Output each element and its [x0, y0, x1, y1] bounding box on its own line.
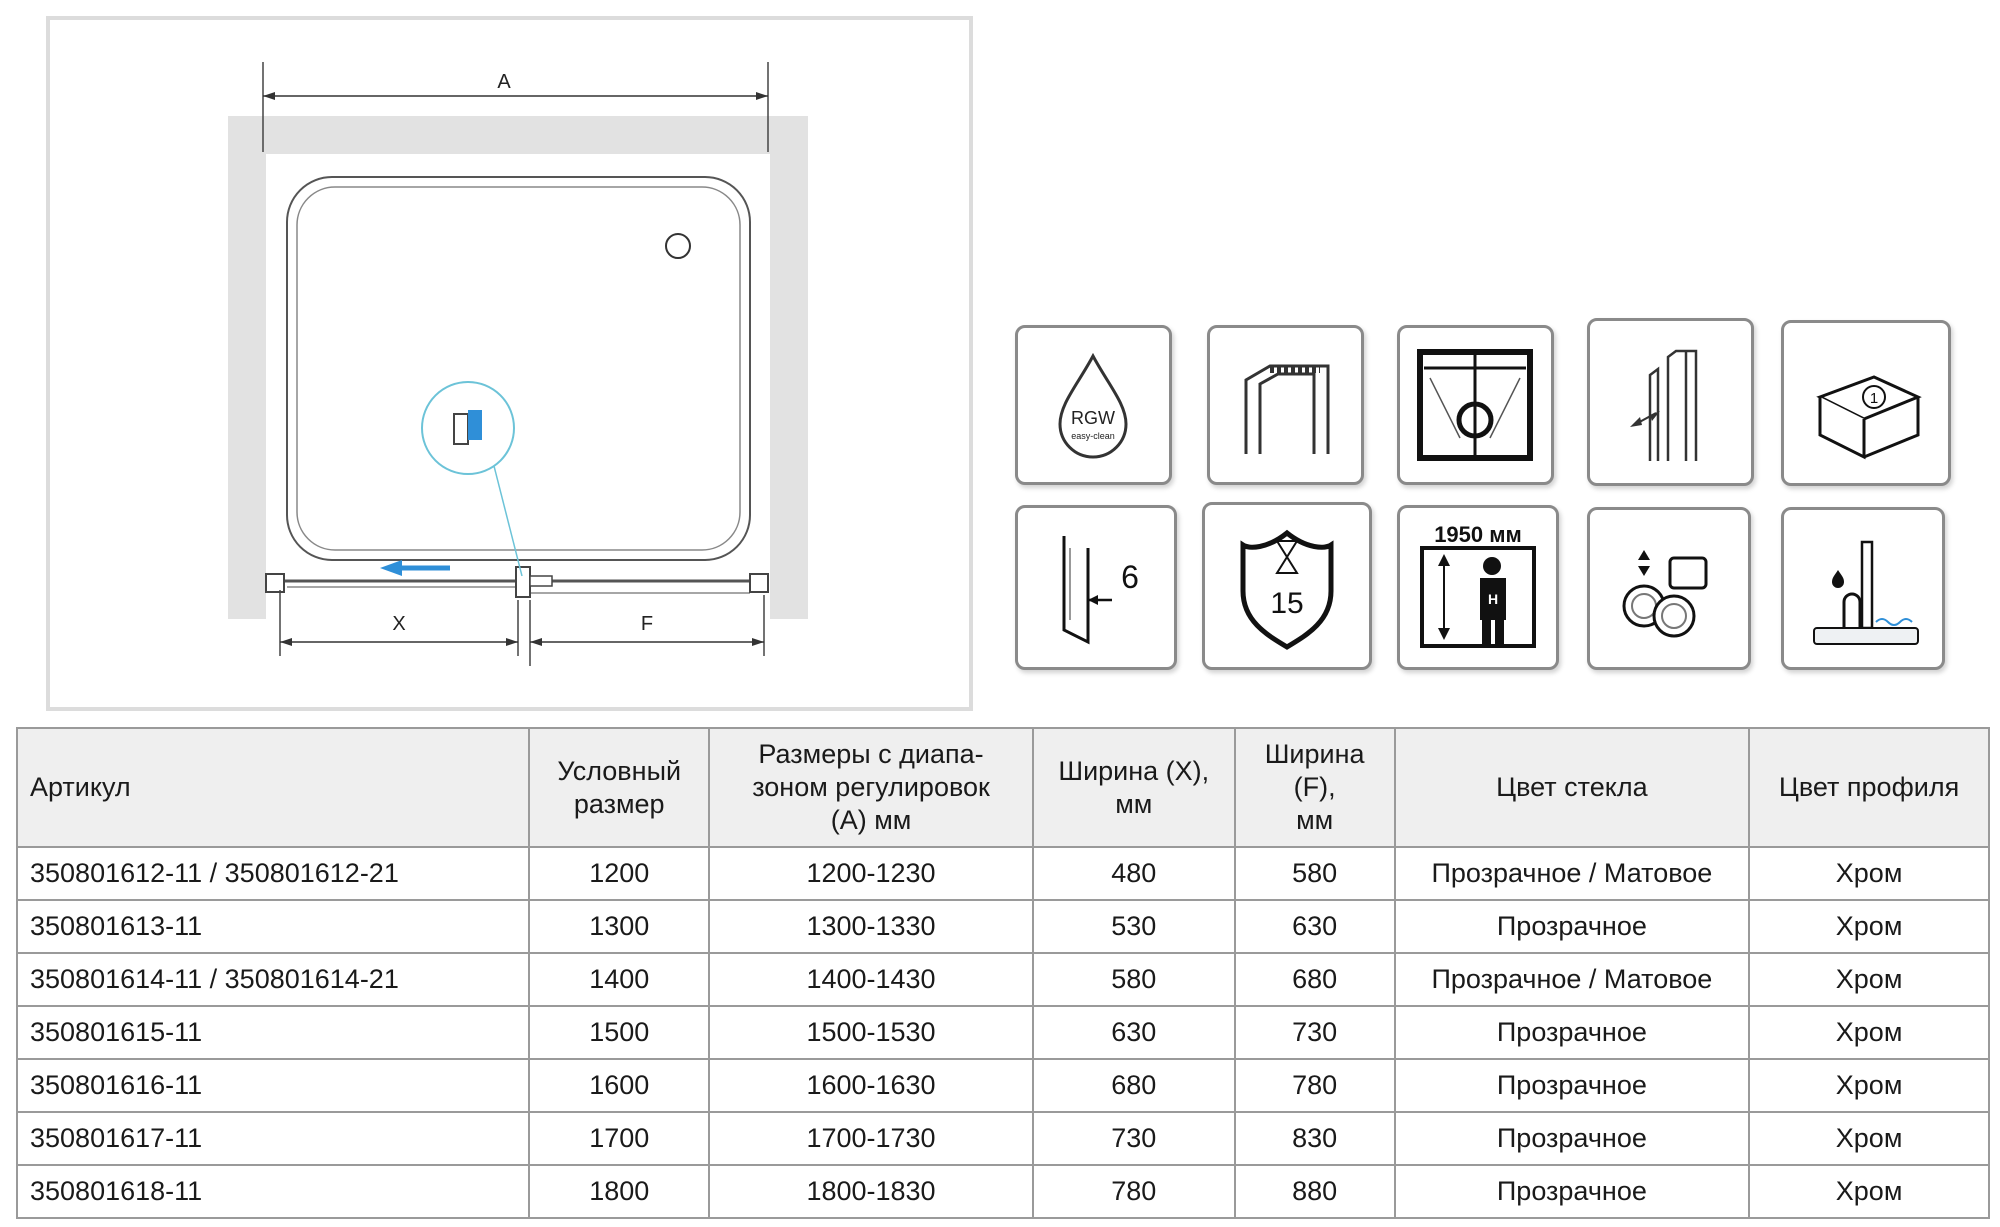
table-header-row: [17, 728, 1989, 847]
table-row: [17, 1059, 1989, 1112]
cell-width-x: 730: [1033, 1112, 1235, 1165]
cell-width-f: 730: [1235, 1006, 1395, 1059]
cell-glass: Прозрачное: [1395, 900, 1750, 953]
cell-width-x: 480: [1033, 847, 1235, 900]
header-width-x: Ширина (X), мм: [1033, 728, 1235, 847]
cell-width-f: 880: [1235, 1165, 1395, 1218]
cell-size: 1300: [529, 900, 709, 953]
table-row: [17, 847, 1989, 900]
cell-glass: Прозрачное: [1395, 1165, 1750, 1218]
cell-profile: Хром: [1749, 1165, 1989, 1218]
left-wall: [228, 116, 266, 619]
cell-profile: Хром: [1749, 900, 1989, 953]
profile-adjustment-icon: [1590, 321, 1751, 483]
header-range: Размеры с диапа- зоном регулировок (А) мм: [709, 728, 1033, 847]
cell-range: 1300-1330: [709, 900, 1033, 953]
cell-glass: Прозрачное: [1395, 1006, 1750, 1059]
svg-text:15: 15: [1270, 587, 1304, 620]
cell-range: 1200-1230: [709, 847, 1033, 900]
cell-article: 350801618-11: [17, 1165, 529, 1218]
table-row: [17, 1112, 1989, 1165]
cell-size: 1500: [529, 1006, 709, 1059]
plan-drawing: [50, 20, 969, 707]
plan-diagram: [46, 16, 973, 711]
drain-icon: [666, 234, 690, 258]
table-row: [17, 1165, 1989, 1218]
cell-width-x: 630: [1033, 1006, 1235, 1059]
cell-size: 1800: [529, 1165, 709, 1218]
cell-size: 1400: [529, 953, 709, 1006]
svg-text:6: 6: [1121, 559, 1139, 595]
profile-seal-icon: [1210, 328, 1361, 482]
cell-range: 1600-1630: [709, 1059, 1033, 1112]
header-profile-color: Цвет профиля: [1749, 728, 1989, 847]
feature-tile-thickness: [1015, 505, 1177, 670]
back-wall: [228, 116, 808, 154]
rollers-icon: [1590, 510, 1748, 667]
cell-glass: Прозрачное / Матовое: [1395, 847, 1750, 900]
warranty-shield-icon: [1205, 505, 1369, 667]
cell-profile: Хром: [1749, 1112, 1989, 1165]
cell-glass: Прозрачное / Матовое: [1395, 953, 1750, 1006]
cell-profile: Хром: [1749, 1059, 1989, 1112]
svg-text:easy-clean: easy-clean: [1071, 431, 1115, 441]
feature-tile-rgw: [1015, 325, 1172, 485]
header-width-f: Ширина (F), мм: [1235, 728, 1395, 847]
cell-glass: Прозрачное: [1395, 1059, 1750, 1112]
package-count-icon: [1784, 323, 1948, 483]
cell-article: 350801615-11: [17, 1006, 529, 1059]
cell-width-f: 580: [1235, 847, 1395, 900]
feature-tile-package: [1781, 320, 1951, 486]
header-glass-color: Цвет стекла: [1395, 728, 1750, 847]
cell-width-x: 530: [1033, 900, 1235, 953]
feature-tile-water: [1781, 507, 1945, 670]
svg-text:RGW: RGW: [1071, 408, 1115, 428]
right-wall: [770, 116, 808, 619]
cell-range: 1400-1430: [709, 953, 1033, 1006]
dimension-f-label: F: [640, 613, 654, 635]
table-row: [17, 953, 1989, 1006]
cell-width-x: 680: [1033, 1059, 1235, 1112]
cell-article: 350801614-11 / 350801614-21: [17, 953, 529, 1006]
svg-text:H: H: [1487, 591, 1499, 607]
table-row: [17, 900, 1989, 953]
cell-article: 350801612-11 / 350801612-21: [17, 847, 529, 900]
header-article: Артикул: [17, 728, 529, 847]
dimension-x-label: X: [392, 613, 406, 635]
cell-article: 350801617-11: [17, 1112, 529, 1165]
cell-width-f: 780: [1235, 1059, 1395, 1112]
cell-article: 350801613-11: [17, 900, 529, 953]
cell-article: 350801616-11: [17, 1059, 529, 1112]
cell-profile: Хром: [1749, 953, 1989, 1006]
feature-tile-height: [1397, 505, 1559, 670]
header-size: Условный размер: [529, 728, 709, 847]
table-row: [17, 1006, 1989, 1059]
feature-tile-warranty: [1202, 502, 1372, 670]
feature-tile-seal: [1207, 325, 1364, 485]
rgw-easy-clean-icon: [1018, 328, 1169, 482]
cell-profile: Хром: [1749, 847, 1989, 900]
cell-size: 1700: [529, 1112, 709, 1165]
water-seal-icon: [1784, 510, 1942, 667]
feature-tile-rollers: [1587, 507, 1751, 670]
specifications-table: [16, 727, 1990, 1219]
cell-glass: Прозрачное: [1395, 1112, 1750, 1165]
cell-width-x: 580: [1033, 953, 1235, 1006]
height-icon: [1400, 508, 1556, 667]
cell-range: 1800-1830: [709, 1165, 1033, 1218]
cell-range: 1700-1730: [709, 1112, 1033, 1165]
svg-text:1: 1: [1869, 390, 1879, 407]
dimension-a-label: A: [497, 71, 511, 93]
cell-size: 1600: [529, 1059, 709, 1112]
cell-width-f: 830: [1235, 1112, 1395, 1165]
cell-width-f: 630: [1235, 900, 1395, 953]
feature-tile-adjust: [1587, 318, 1754, 486]
glass-thickness-icon: [1018, 508, 1174, 667]
cell-size: 1200: [529, 847, 709, 900]
cell-range: 1500-1530: [709, 1006, 1033, 1059]
cell-width-f: 680: [1235, 953, 1395, 1006]
cell-width-x: 780: [1033, 1165, 1235, 1218]
svg-text:1950 мм: 1950 мм: [1434, 522, 1522, 547]
feature-tile-sliding: [1397, 325, 1554, 485]
sliding-door-icon: [1400, 328, 1551, 482]
cell-profile: Хром: [1749, 1006, 1989, 1059]
